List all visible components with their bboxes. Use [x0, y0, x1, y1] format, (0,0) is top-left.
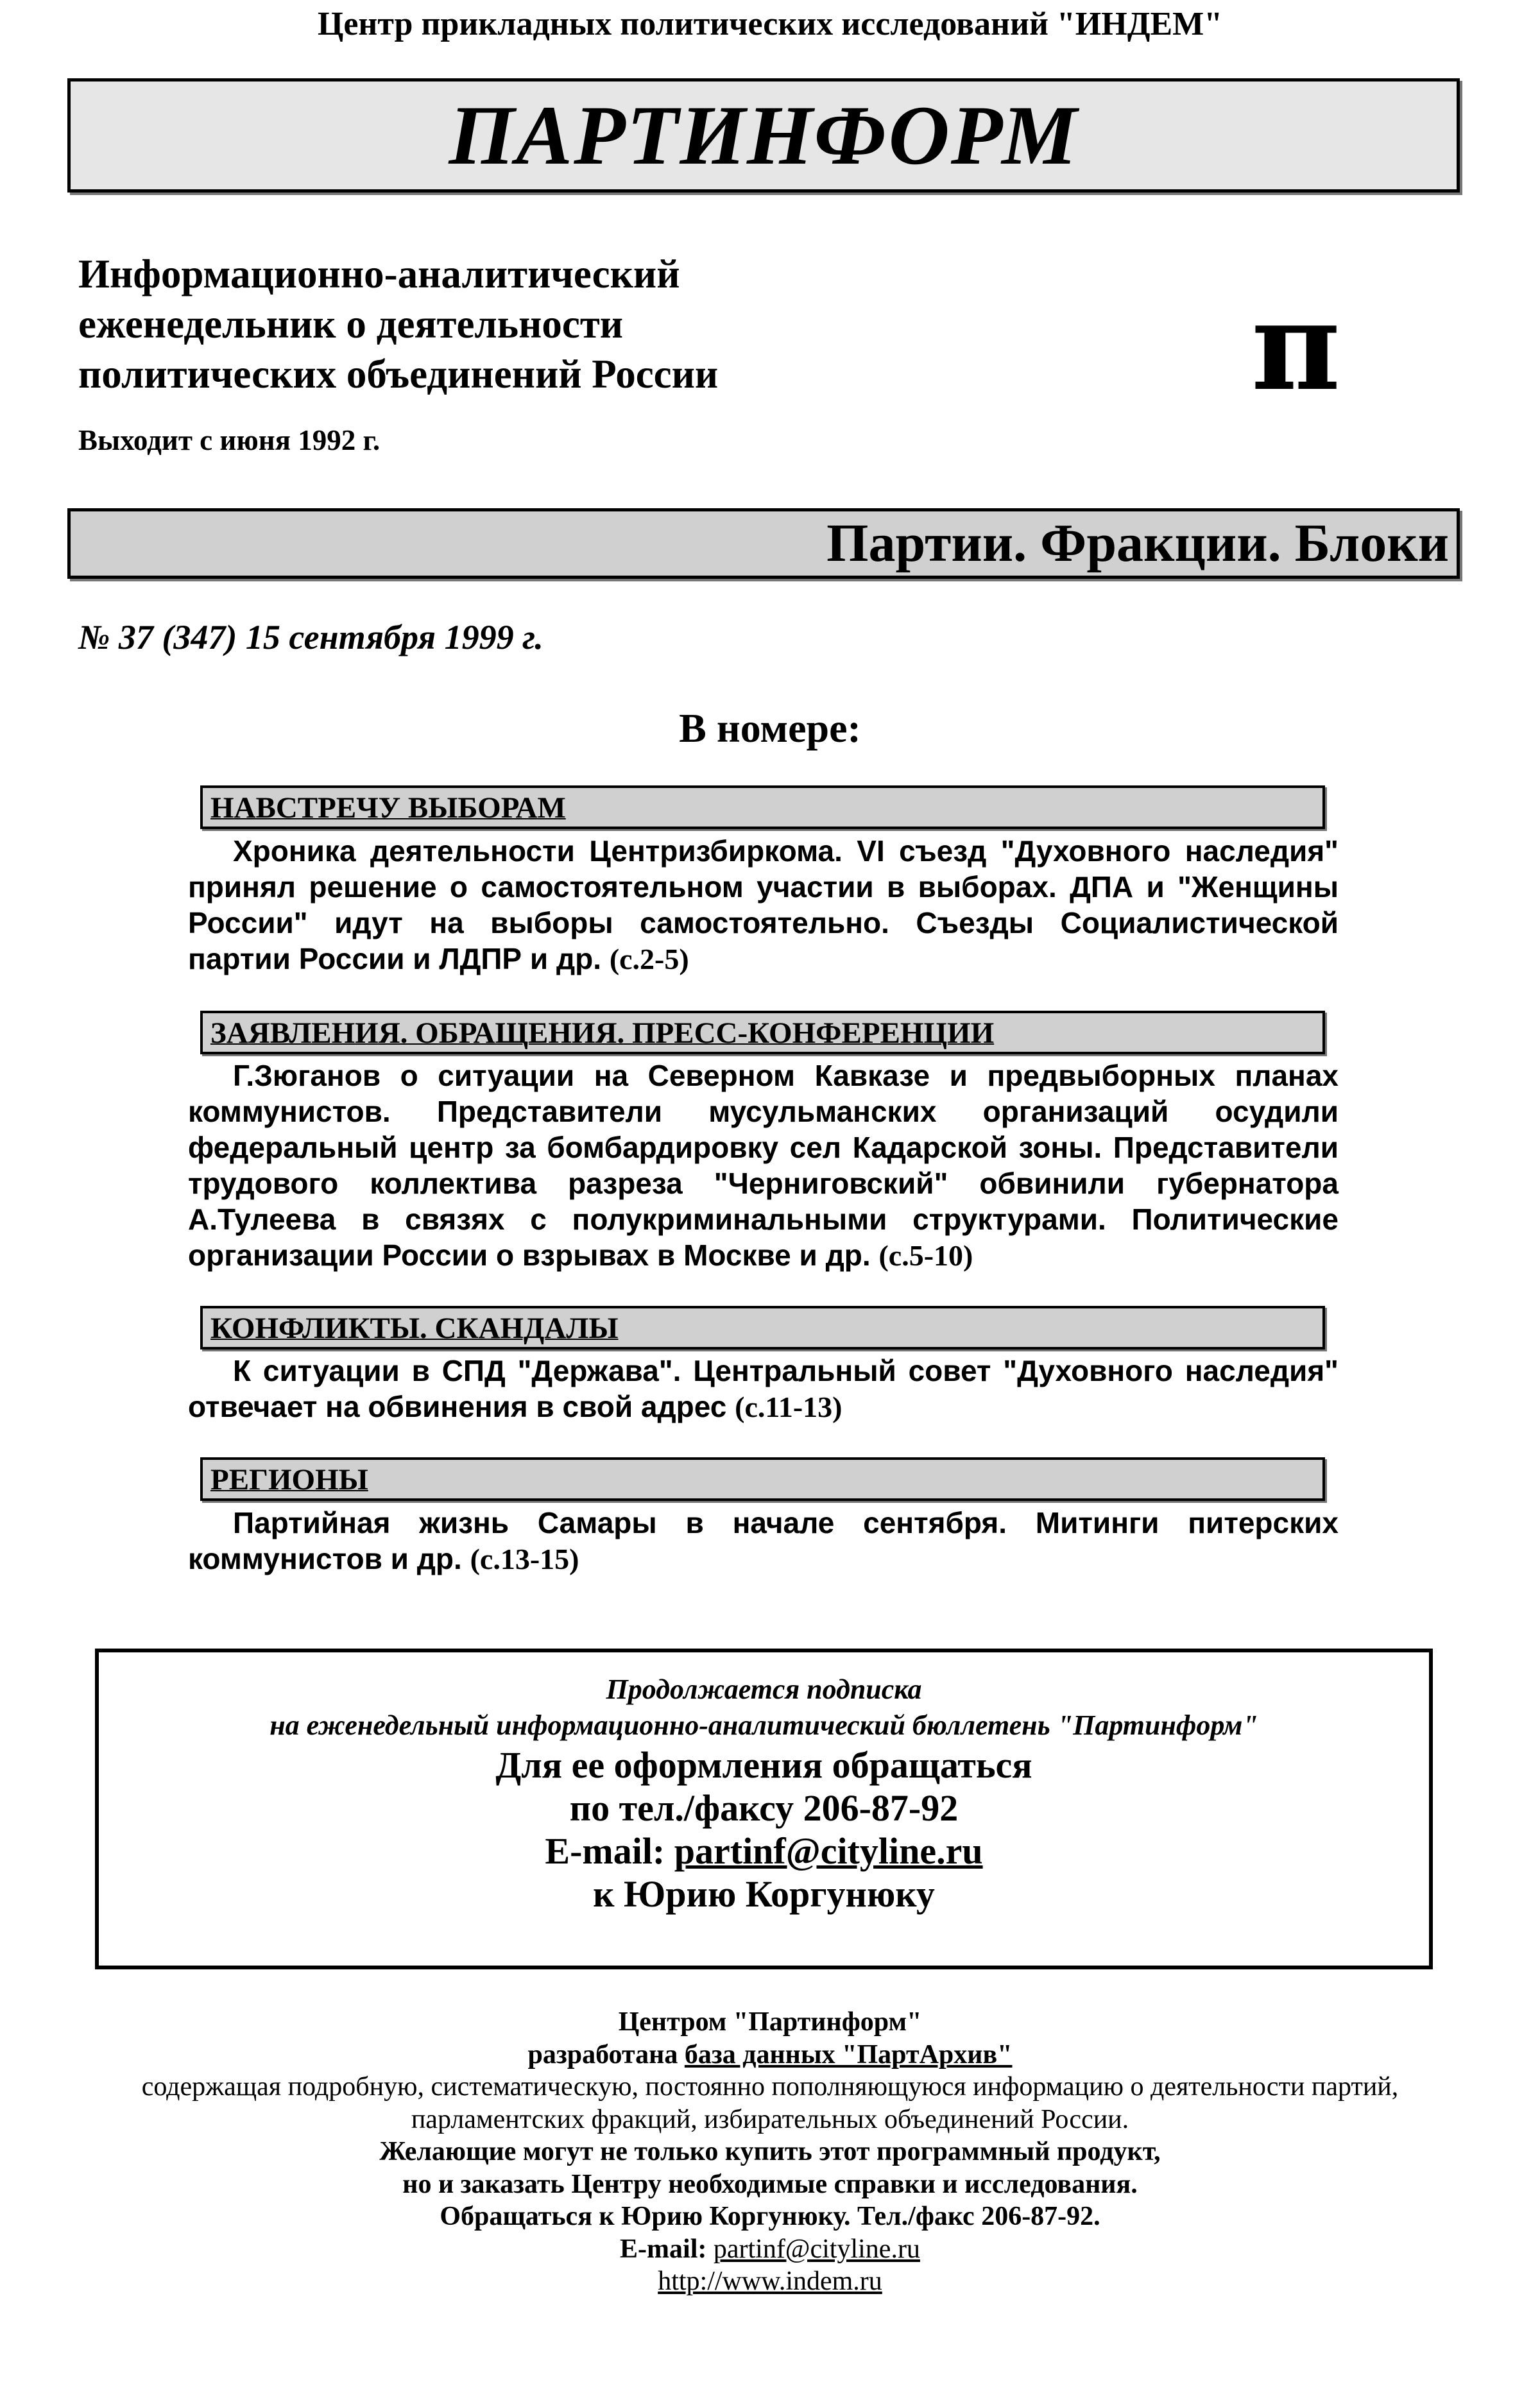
footer-line [0, 2039, 1540, 2071]
summary-text: К ситуации в СПД "Держава". Центральный совет "Духовного наследия" отвечает на обвинения в свой адрес [188, 1354, 1339, 1423]
rubric-title: Партии. Фракции. Блоки [826, 513, 1449, 573]
subscription-email-line [99, 1829, 1429, 1872]
contents-title: В номере: [679, 705, 861, 751]
page-range: (с.11-13) [735, 1391, 843, 1423]
summary-text: Хроника деятельности Центризбиркома. VI съезд "Духовного наследия" принял решение о самостоятельном участии в выборах. ДПА и "Женщины России" идут на выборы самостоятельно. Съезды Социалистической партии России и ЛДПР и др. [188, 834, 1339, 975]
email-label: E-mail: [545, 1830, 674, 1872]
section-summary [188, 1353, 1339, 1425]
footer-line: Желающие могут не только купить этот программный продукт, [379, 2137, 1161, 2166]
footer-website-line [0, 2265, 1540, 2298]
subscription-line: на еженедельный информационно-аналитический бюллетень "Партинформ" [270, 1709, 1258, 1741]
section-heading-statements [200, 1011, 1325, 1054]
summary-text: Партийная жизнь Самары в начале сентября. Митинги питерских коммунистов и др. [188, 1506, 1339, 1575]
summary-text: Г.Зюганов о ситуации на Северном Кавказе и предвыборных планах коммунистов. Представители мусульманских организаций осудили федеральный центр за бомбардировку сел Кадарской зоны. Представители трудового коллектива разреза "Черниговский" обвинили губернатора А.Тулеева в связях с полукриминальными структурами. Политические организации России о взрывах в Москве и др. [188, 1059, 1339, 1272]
subscription-email-link[interactable]: partinf@cityline.ru [674, 1830, 983, 1872]
subtitle-line: Информационно-аналитический [78, 252, 680, 296]
page-range: (с.2-5) [609, 943, 689, 975]
subtitle-line: политических объединений России [78, 352, 719, 397]
section-summary [188, 1505, 1339, 1577]
website-link[interactable]: http://www.indem.ru [658, 2266, 882, 2296]
masthead-title: ПАРТИНФОРМ [449, 88, 1079, 182]
subscription-phone: по тел./факсу 206-87-92 [569, 1787, 959, 1829]
footer-line: Центром "Партинформ" [618, 2007, 922, 2037]
section-heading-text: КОНФЛИКТЫ. СКАНДАЛЫ [210, 1312, 619, 1345]
publication-subtitle [78, 249, 718, 399]
page-range: (с.13-15) [470, 1543, 579, 1575]
database-link[interactable]: база данных "ПартАрхив" [684, 2039, 1013, 2069]
issue-number: № 37 (347) 15 сентября 1999 г. [78, 618, 543, 656]
email-label: E-mail: [620, 2234, 714, 2264]
subscription-line: Продолжается подписка [606, 1674, 922, 1705]
footer-line: Обращаться к Юрию Коргунюку. Тел./факс 206-87-92. [440, 2202, 1100, 2231]
footer-line: содержащая подробную, систематическую, постоянно пополняющуюся информацию о деятельности партий, [141, 2072, 1399, 2102]
footer-line: но и заказать Центру необходимые справки и исследования. [402, 2169, 1138, 2199]
section-heading-text: НАВСТРЕЧУ ВЫБОРАМ [210, 791, 566, 825]
section-heading-text: ЗАЯВЛЕНИЯ. ОБРАЩЕНИЯ. ПРЕСС-КОНФЕРЕНЦИИ [210, 1016, 995, 1050]
subscription-contact: к Юрию Коргунюку [593, 1873, 935, 1915]
masthead-box [67, 78, 1460, 193]
section-summary [188, 1058, 1339, 1274]
section-heading-conflicts [200, 1306, 1325, 1350]
section-heading-regions [200, 1457, 1325, 1501]
section-heading-elections [200, 785, 1325, 829]
footer-text: разработана [527, 2039, 685, 2069]
footer-email-link[interactable]: partinf@cityline.ru [713, 2234, 920, 2264]
section-summary [188, 833, 1339, 977]
pi-logo-icon: π [1251, 275, 1341, 418]
publication-since: Выходит с июня 1992 г. [78, 424, 381, 456]
subtitle-line: еженедельник о деятельности [78, 302, 624, 347]
footer-line: парламентских фракций, избирательных объединений России. [411, 2104, 1129, 2134]
organization-name: Центр прикладных политических исследований "ИНДЕМ" [317, 6, 1223, 42]
footer-email-line [0, 2233, 1540, 2266]
subscription-box [95, 1649, 1433, 1969]
page-range: (с.5-10) [878, 1239, 973, 1272]
rubric-box [67, 508, 1460, 579]
footer [0, 2006, 1540, 2298]
section-heading-text: РЕГИОНЫ [210, 1463, 368, 1496]
subscription-line: Для ее оформления обращаться [495, 1744, 1032, 1786]
